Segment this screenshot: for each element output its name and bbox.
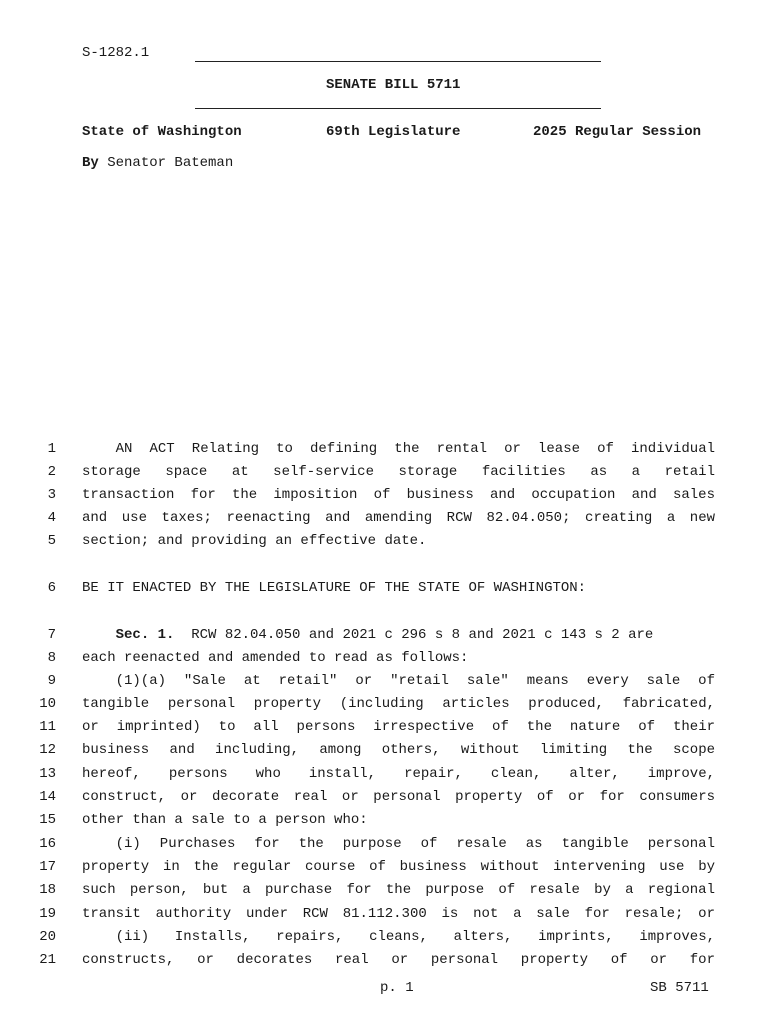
line-number: 16 — [39, 836, 56, 852]
line-number: 20 — [39, 929, 56, 945]
line-number: 14 — [39, 789, 56, 805]
bill-text-line: business and including, among others, without limiting the scope — [82, 742, 715, 758]
line-number: 3 — [47, 487, 56, 503]
bill-text-line: constructs, or decorates real or personal property of or for — [82, 952, 715, 968]
section-heading: Sec. 1. — [115, 627, 175, 643]
line-number: 12 — [39, 742, 56, 758]
bill-reference: SB 5711 — [650, 980, 709, 996]
bill-text-line: (1)(a) "Sale at retail" or "retail sale" means every sale of — [115, 673, 715, 689]
bill-text-line: property in the regular course of business without intervening use by — [82, 859, 715, 875]
state-name: State of Washington — [82, 124, 242, 140]
bill-text-line: hereof, persons who install, repair, clean, alter, improve, — [82, 766, 715, 782]
sponsor-line — [82, 155, 233, 171]
bill-text-line: BE IT ENACTED BY THE LEGISLATURE OF THE STATE OF WASHINGTON: — [82, 580, 587, 596]
bill-text-line: tangible personal property (including articles produced, fabricated, — [82, 696, 715, 712]
title-rule-top — [195, 61, 601, 62]
line-number: 7 — [47, 627, 56, 643]
line-number: 11 — [39, 719, 56, 735]
bill-text-line: such person, but a purchase for the purpose of resale by a regional — [82, 882, 715, 898]
bill-text-line: and use taxes; reenacting and amending RCW 82.04.050; creating a new — [82, 510, 715, 526]
line-number: 15 — [39, 812, 56, 828]
line-number: 5 — [47, 533, 56, 549]
line-number: 2 — [47, 464, 56, 480]
line-number: 21 — [39, 952, 56, 968]
line-number: 13 — [39, 766, 56, 782]
sponsor-name: Senator Bateman — [107, 155, 234, 171]
bill-text-line: or imprinted) to all persons irrespective of the nature of their — [82, 719, 715, 735]
line-number: 4 — [47, 510, 56, 526]
bill-text-line: (i) Purchases for the purpose of resale as tangible personal — [115, 836, 715, 852]
line-number: 10 — [39, 696, 56, 712]
page-number: p. 1 — [380, 980, 414, 996]
line-number: 18 — [39, 882, 56, 898]
session: 2025 Regular Session — [533, 124, 702, 140]
bill-text-line: construct, or decorate real or personal property of or for consumers — [82, 789, 715, 805]
line-number: 6 — [47, 580, 56, 596]
bill-text-line: section; and providing an effective date. — [82, 533, 427, 549]
bill-text-line: other than a sale to a person who: — [82, 812, 368, 828]
bill-text-line: transit authority under RCW 81.112.300 is not a sale for resale; or — [82, 906, 715, 922]
bill-text-line: (ii) Installs, repairs, cleans, alters, imprints, improves, — [115, 929, 715, 945]
bill-text-line: AN ACT Relating to defining the rental or lease of individual — [115, 441, 715, 457]
line-number: 17 — [39, 859, 56, 875]
line-number: 9 — [47, 673, 56, 689]
bill-text-line — [82, 627, 715, 643]
document-code: S-1282.1 — [82, 45, 150, 61]
title-rule-bottom — [195, 108, 601, 109]
line-number: 19 — [39, 906, 56, 922]
line-number: 1 — [47, 441, 56, 457]
line-number: 8 — [47, 650, 56, 666]
bill-text-line: storage space at self-service storage facilities as a retail — [82, 464, 715, 480]
section-text: RCW 82.04.050 and 2021 c 296 s 8 and 2021 c 143 s 2 are — [174, 627, 654, 643]
bill-text-line: transaction for the imposition of business and occupation and sales — [82, 487, 715, 503]
legislature: 69th Legislature — [326, 124, 461, 140]
by-label: By — [82, 155, 99, 171]
bill-text-line: each reenacted and amended to read as follows: — [82, 650, 469, 666]
bill-title: SENATE BILL 5711 — [326, 77, 461, 93]
